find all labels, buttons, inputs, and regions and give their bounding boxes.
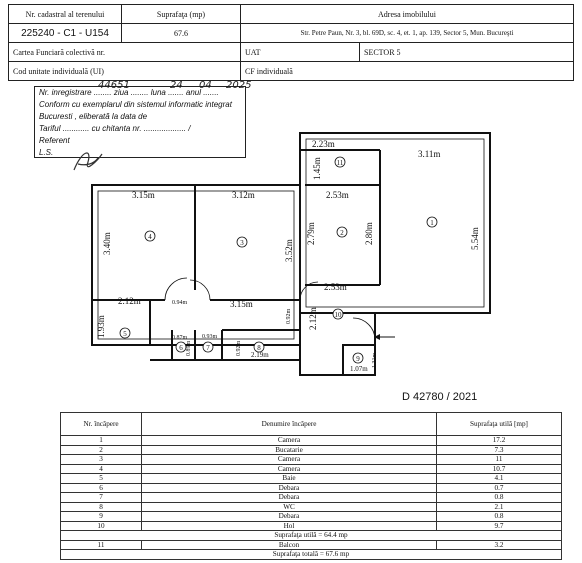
col-nr-header: Nr. încăpere xyxy=(61,413,142,436)
total-utila: Suprafaţa utilă = 64.4 mp xyxy=(61,531,562,541)
dim-3-15-top: 3.15m xyxy=(132,190,155,200)
dim-2-80: 2.80m xyxy=(364,222,374,245)
cf-individuala-label: CF individuală xyxy=(241,62,574,81)
table-cell-name: Camera xyxy=(142,464,437,474)
reg-line1: Nr. inregistrare ........ ziua ........ luna ....... anul ....... xyxy=(39,88,219,97)
table-row xyxy=(61,445,562,455)
table-cell-area: 4.1 xyxy=(437,474,562,484)
table-cell-area: 10.7 xyxy=(437,464,562,474)
room-3-label: 3 xyxy=(240,239,244,247)
reg-line4: Tariful ............ cu chitanta nr. ................... / xyxy=(39,124,191,133)
table-row-area: 3.2 xyxy=(437,540,562,550)
dim-0-87: 0.87m xyxy=(172,335,188,341)
table-cell-name: Camera xyxy=(142,455,437,465)
table-row xyxy=(61,455,562,465)
room-4-label: 4 xyxy=(148,233,152,241)
table-cell-area: 11 xyxy=(437,455,562,465)
room-8-label: 8 xyxy=(257,344,261,352)
table-cell-area: 2.1 xyxy=(437,502,562,512)
table-row xyxy=(61,483,562,493)
document-number: D 42780 / 2021 xyxy=(402,391,478,403)
total-suprafata: Suprafaţa totală = 67.6 mp xyxy=(61,550,562,560)
room-7-label: 7 xyxy=(206,344,210,352)
uat-label: UAT xyxy=(241,43,360,62)
room-9-label: 9 xyxy=(356,355,360,363)
table-row xyxy=(61,521,562,531)
dim-0-93: 0.93m xyxy=(202,334,218,340)
dim-2-19: 2.19m xyxy=(251,351,269,359)
dim-0-89: 0.89m xyxy=(186,340,192,356)
cod-unitate-label: Cod unitate individuală (UI) xyxy=(9,62,241,81)
reg-line6: L.S. xyxy=(39,148,54,157)
dim-2-12-vert: 2.12m xyxy=(308,307,318,330)
table-cell-nr: 10 xyxy=(61,521,142,531)
dim-2-79: 2.79m xyxy=(306,222,316,245)
rooms-table xyxy=(60,412,562,560)
dim-0-94: 0.94m xyxy=(172,300,188,306)
cadastral-value: 225240 - C1 - U154 xyxy=(9,24,122,43)
table-row xyxy=(61,436,562,446)
table-row-nr: 11 xyxy=(61,540,142,550)
handwritten-day: 24 xyxy=(170,80,183,91)
table-cell-nr: 1 xyxy=(61,436,142,446)
dim-3-52: 3.52m xyxy=(284,239,294,262)
dim-2-53-top: 2.53m xyxy=(326,190,349,200)
table-cell-nr: 5 xyxy=(61,474,142,484)
table-cell-name: Debara xyxy=(142,493,437,503)
suprafata-label: Suprafaţa (mp) xyxy=(122,5,241,24)
table-row xyxy=(61,493,562,503)
table-cell-area: 17.2 xyxy=(437,436,562,446)
table-cell-nr: 3 xyxy=(61,455,142,465)
dim-1-07: 1.07m xyxy=(350,365,368,373)
entrance-arrow-icon xyxy=(374,334,395,340)
table-cell-nr: 4 xyxy=(61,464,142,474)
handwritten-year: 2025 xyxy=(226,80,252,91)
table-row-name: Balcon xyxy=(142,540,437,550)
reg-line2: Conform cu exemplarul din sistemul informatic integrat xyxy=(39,100,232,109)
room-5-label: 5 xyxy=(123,330,127,338)
table-cell-name: Bucatarie xyxy=(142,445,437,455)
dim-2-23: 2.23m xyxy=(312,139,335,149)
table-cell-name: WC xyxy=(142,502,437,512)
dim-0-92b: 0.92m xyxy=(236,340,242,356)
col-name-header: Denumire încăpere xyxy=(142,413,437,436)
table-cell-area: 7.3 xyxy=(437,445,562,455)
dim-1-45: 1.45m xyxy=(312,157,322,180)
table-cell-nr: 2 xyxy=(61,445,142,455)
handwritten-month: 04 xyxy=(199,80,212,91)
table-cell-name: Camera xyxy=(142,436,437,446)
table-cell-area: 0.7 xyxy=(437,483,562,493)
dim-0-92: 0.92m xyxy=(286,308,292,324)
carte-funciara-label: Cartea Funciară colectivă nr. xyxy=(9,43,241,62)
uat-value: SECTOR 5 xyxy=(360,43,574,62)
table-cell-nr: 6 xyxy=(61,483,142,493)
col-area-header: Suprafaţa utilă [mp] xyxy=(437,413,562,436)
dim-2-53-mid: 2.53m xyxy=(324,282,347,292)
dim-3-15-bot: 3.15m xyxy=(230,299,253,309)
table-cell-nr: 8 xyxy=(61,502,142,512)
table-cell-name: Debara xyxy=(142,512,437,522)
dim-3-11: 3.11m xyxy=(418,149,441,159)
room-6-label: 6 xyxy=(179,344,183,352)
dim-1-93: 1.93m xyxy=(96,315,106,338)
table-cell-area: 0.8 xyxy=(437,512,562,522)
table-cell-nr: 9 xyxy=(61,512,142,522)
table-cell-area: 9.7 xyxy=(437,521,562,531)
suprafata-value: 67.6 xyxy=(122,24,241,43)
dim-1-31: 1.31m xyxy=(372,352,378,368)
table-row xyxy=(61,464,562,474)
table-cell-name: Baie xyxy=(142,474,437,484)
dim-2-12: 2.12m xyxy=(118,296,141,306)
adresa-value: Str. Petre Paun, Nr. 3, bl. 69D, sc. 4, et. 1, ap. 139, Sector 5, Mun. Bucureşti xyxy=(241,24,574,43)
table-cell-area: 0.8 xyxy=(437,493,562,503)
reg-line5: Referent xyxy=(39,136,70,145)
table-cell-nr: 7 xyxy=(61,493,142,503)
table-row xyxy=(61,512,562,522)
room-1-label: 1 xyxy=(430,219,434,227)
handwritten-nr: 44651 xyxy=(98,80,130,91)
table-row xyxy=(61,502,562,512)
dim-5-54: 5.54m xyxy=(470,227,480,250)
room-10-label: 10 xyxy=(334,311,342,319)
reg-line3: Bucuresti , eliberată la data de xyxy=(39,112,148,121)
dim-3-40: 3.40m xyxy=(102,232,112,255)
table-row xyxy=(61,474,562,484)
table-cell-name: Hol xyxy=(142,521,437,531)
nr-cadastral-label: Nr. cadastral al terenului xyxy=(9,5,122,24)
adresa-label: Adresa imobilului xyxy=(241,5,574,24)
table-cell-name: Debara xyxy=(142,483,437,493)
room-2-label: 2 xyxy=(340,229,344,237)
room-11-label: 11 xyxy=(336,159,344,167)
dim-3-12: 3.12m xyxy=(232,190,255,200)
